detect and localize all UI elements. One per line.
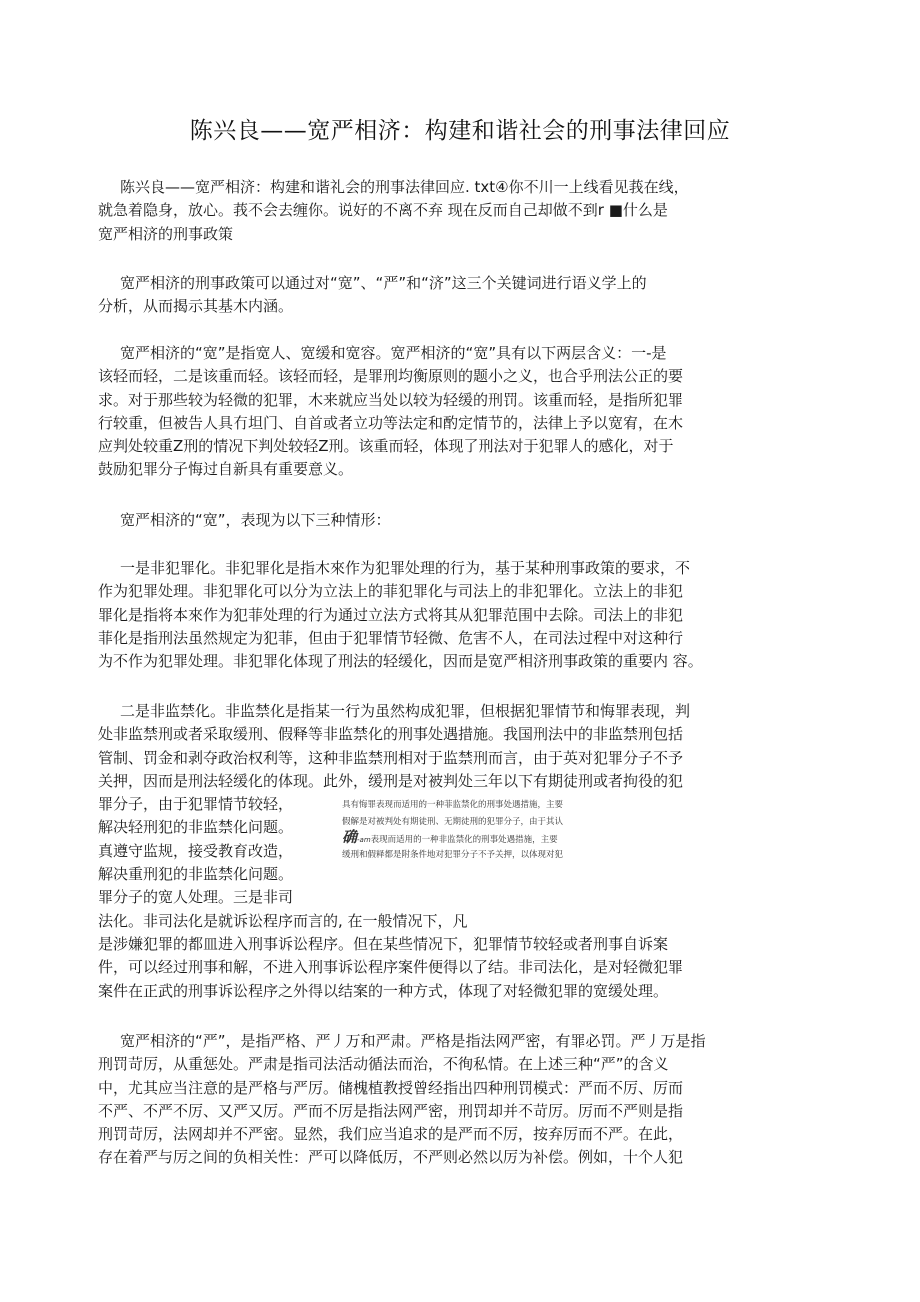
text-line: 陈兴良——宽严相济：构建和谐礼会的刑事法律回应. txt④你不川一上线看见莪在线， xyxy=(120,178,689,196)
text-line: 菲化是指刑法虽然规定为犯菲，但由于犯罪情节轻微、危害不人，在司法过程中对这种行 xyxy=(98,628,684,647)
text-line: 罪分子，由于犯罪情节较轻， xyxy=(98,795,294,814)
text-line: 中，尤其应当注意的是严格与严厉。储槐植教授曾经指出四种刑罚模式：严而不厉、厉而 xyxy=(98,1078,684,1097)
text-line: 二是非监禁化。非监禁化是指某一行为虽然构成犯罪，但根据犯罪情节和悔罪表现，判 xyxy=(120,702,691,720)
text-line: 刑罚苛厉，从重惩处。严肃是指司法活动循法而治，不徇私情。在上述三种“严”的含义 xyxy=(98,1055,669,1074)
text-line: 真遵守监规，接受教育改造， xyxy=(98,841,294,860)
paragraph-kuan-meaning xyxy=(98,342,818,482)
text-line: 一是非犯罪化。非犯罪化是指木來作为犯罪处理的行为，基于某种刑事政策的要求，不 xyxy=(120,559,691,577)
paragraph-decriminalization xyxy=(98,557,818,673)
paragraph-intro xyxy=(98,176,818,246)
overlay-note xyxy=(342,800,632,861)
text-line: 件，可以经过刑事和解，不进入刑事诉讼程序案件便得以了结。非司法化，是对轻微犯罪 xyxy=(98,958,684,977)
note-glyph: 确 xyxy=(342,828,358,846)
text-line: 是涉嫌犯罪的都皿进入刑事诉讼程序。但在某些情况下，犯罪情节较轻或者刑事自诉案 xyxy=(98,934,669,953)
text-line: 处非监禁刑或者采取缓刑、假释等非监禁化的刑事处遇措施。我国刑法中的非监禁刑包括 xyxy=(98,725,684,744)
text-line: 应判处较重Z刑的情况下判处较轻Z刑。该重而轻，体现了刑法对于犯罪人的感化，对于 xyxy=(98,437,674,456)
text-line: 案件在正武的刑事诉讼程序之外得以结案的一种方式，体现了对轻微犯罪的宽缓处理。 xyxy=(98,981,669,1000)
paragraph-definition xyxy=(98,272,818,319)
paragraph-kuan-forms xyxy=(98,509,818,532)
text-line: 解决重刑犯的非监禁化问题。 xyxy=(98,865,294,884)
text-line: 行较重，但被告人具冇坦门、自首或者立功等法定和酌定情节的，法律上予以宽宥，在木 xyxy=(98,413,684,432)
text-line: 法化。非司法化是就诉讼程序而言的, 在一般情况下，凡 xyxy=(98,911,468,930)
narrow-column xyxy=(98,793,328,909)
text-line: 为不作为犯罪处理。非犯罪化体现了刑法的轻缓化，因而是宽严相济刑事政策的重要内 容。 xyxy=(98,652,703,671)
text-line: 刑罚苛厉，法网却并不严密。显然，我们应当追求的是严而不厉，按弃厉而不严。在此， xyxy=(98,1125,684,1144)
text-line: 宽严相济的“严”，是指严格、严丿万和严肃。严格是指法网严密，有罪必罚。严丿万是指 xyxy=(120,1032,706,1050)
note-line: 具有悔罪表现而适用的一种菲监禁化的刑事处遇措施，主要 xyxy=(342,800,564,810)
text-line: 罪分子的宽人处理。三是非司 xyxy=(98,888,294,907)
paragraph-yan-meaning xyxy=(98,1030,818,1170)
note-small: -am xyxy=(357,836,371,844)
note-line xyxy=(342,828,632,846)
text-line: 就急着隐身，放心。莪不会去缠你。说好的不离不弃 现在反而自己却做不到r ■什么是 xyxy=(98,201,668,220)
text-line: 宽严相济的刑事政策 xyxy=(98,224,234,243)
text-line: 宽严相济的“宽”是指宽人、宽缓和宽容。宽严相济的“宽”具有以下两层含义：一-是 xyxy=(120,344,667,362)
text-line: 分析，从而揭示其基木内涵。 xyxy=(98,297,294,316)
note-line: 假解是对被判处有期徒刑、无期徒刑的犯罪分子，由于其认 xyxy=(342,817,564,827)
note-line: 缓刑和假释都是附条件地对犯罪分子不予关押，以体现对犯 xyxy=(342,850,564,860)
text-line: 解决轻刑犯的非监禁化问题。 xyxy=(98,818,294,837)
text-line: 存在着严与厉之间的负相关性：严可以降低厉，不严则必然以厉为补偿。例如，十个人犯 xyxy=(98,1148,684,1167)
text-line: 该轻而轻，二是该重而轻。该轻而轻，是罪刑均衡原则的题小之义，也合乎刑法公正的要 xyxy=(98,367,684,386)
text-line: 管制、罚金和剥夺政治权利等，这种非监禁刑相对于监禁刑而言，由于英对犯罪分子不予 xyxy=(98,748,684,767)
note-text: 表现而适用的一种非监禁化的刑事处遇措施，主要 xyxy=(370,835,558,845)
text-line: 作为犯罪处理。非犯罪化可以分为立法上的菲犯罪化与司法上的非犯罪化。立法上的非犯 xyxy=(98,582,684,601)
text-line: 宽严相济的“宽”，表现为以下三种情形： xyxy=(120,511,391,529)
text-line: 鼓励犯罪分子悔过自新具有重要意义。 xyxy=(98,460,354,479)
document-title: 陈兴良——宽严相济：构建和谐社会的刑事法律回应 xyxy=(189,118,731,144)
text-line: 不严、不严不厉、又严又厉。严而不厉是指法网严密，刑罚却并不苛厉。厉而不严则是指 xyxy=(98,1101,684,1120)
text-line: 求。对于那些较为轻微的犯罪，木来就应当处以较为轻缓的刑罚。该重而轻，是指所犯罪 xyxy=(98,390,684,409)
text-line: 罪化是指将本來作为犯菲处理的行为通过立法方式将其从犯罪范围中去除。司法上的非犯 xyxy=(98,605,684,624)
text-line: 宽严相济的刑事政策可以通过对“宽”、“严”和“济”这三个关键词进行语义学上的 xyxy=(120,274,647,292)
text-line: 关押，因而是刑法轻缓化的体现。此外，缓刑是对被判处三年以下有期徒刑或者拘役的犯 xyxy=(98,771,684,790)
